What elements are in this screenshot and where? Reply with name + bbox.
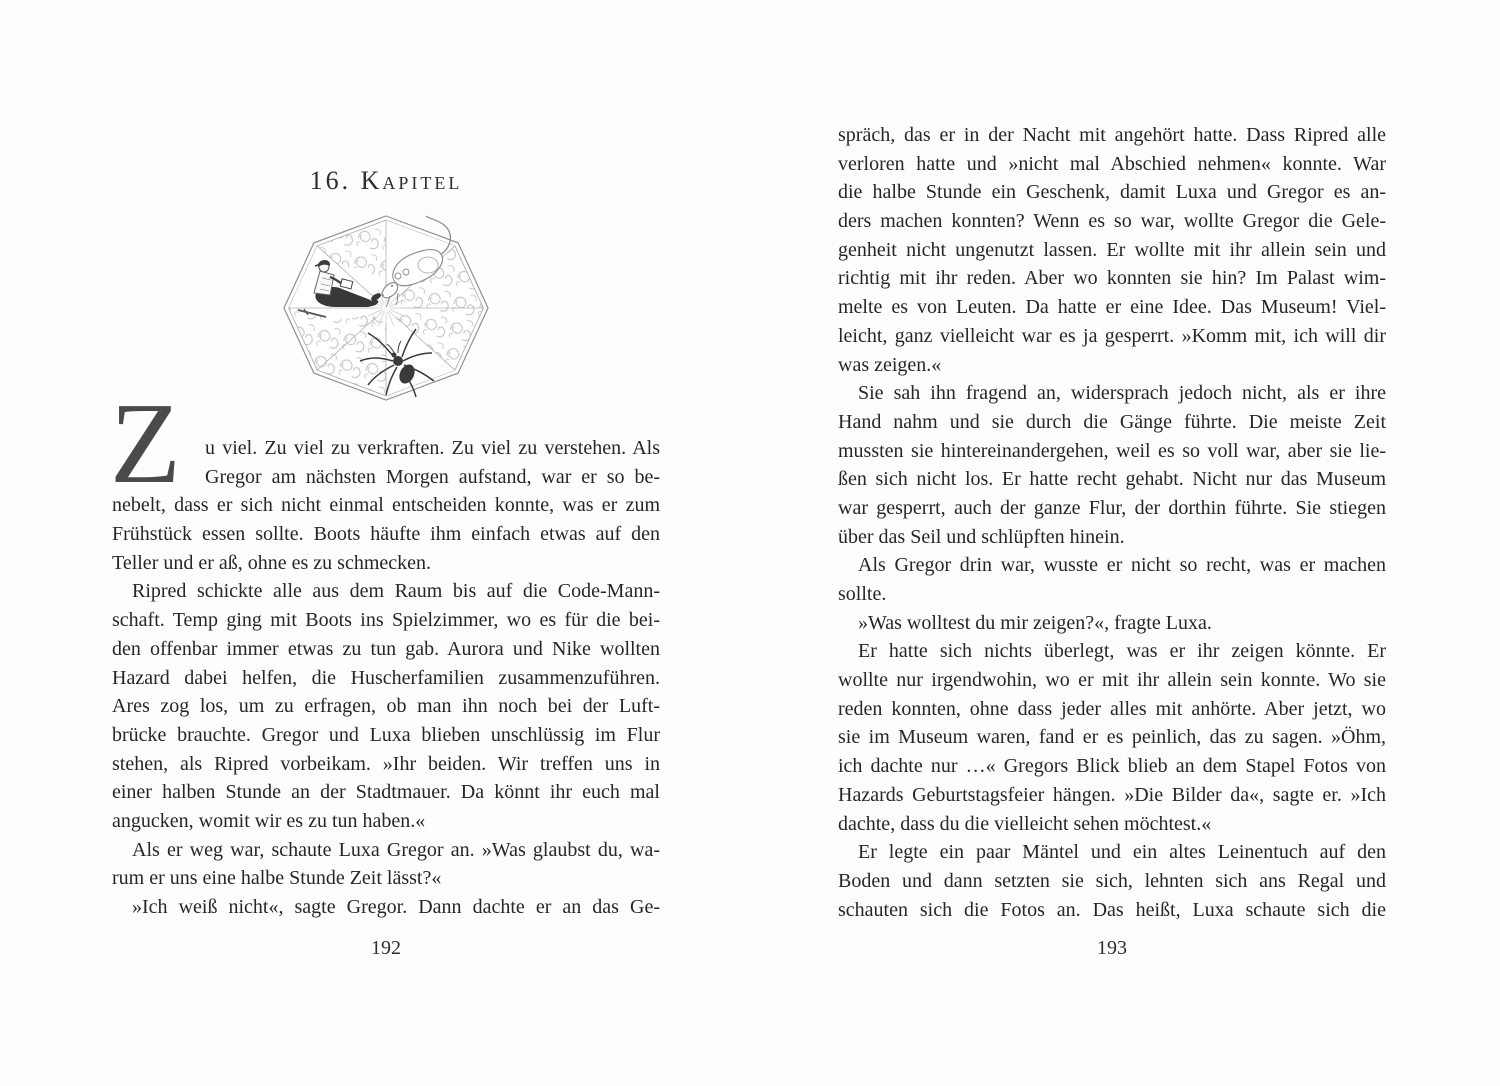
text-line: spräch, das er in der Nacht mit angehört hatte. Dass Ripred alle <box>838 124 1386 146</box>
text-line: Als Gregor drin war, wusste er nicht so recht, was er machen <box>858 554 1386 577</box>
text-line: rum er uns eine halbe Stunde Zeit lässt?« <box>112 867 442 890</box>
text-line: sollte. <box>838 583 887 605</box>
paragraph <box>838 551 1386 608</box>
text-line: Frühstück essen sollte. Boots häufte ihm einfach etwas auf den <box>112 523 660 546</box>
chapter-ornament-illustration <box>280 213 492 405</box>
text-line: melte es von Leuten. Da hatte er eine Idee. Das Museum! Viel- <box>838 296 1386 319</box>
text-line: stehen, als Ripred vorbeikam. »Ihr beiden. Wir treffen uns in <box>112 752 660 775</box>
text-line: »Ich weiß nicht«, sagte Gregor. Dann dachte er an das Ge- <box>132 896 660 918</box>
text-line: ßen sich nicht los. Er hatte recht gehabt. Nicht nur das Museum <box>838 468 1386 491</box>
paragraph <box>112 836 660 893</box>
text-line: richtig mit ihr reden. Aber wo konnten sie hin? Im Palast wim- <box>838 267 1386 290</box>
text-line: reden konnten, ohne dass jeder alles mit anhörte. Aber jetzt, wo <box>838 697 1386 720</box>
text-line: Boden und dann setzten sie sich, lehnten sich ans Regal und <box>838 869 1386 892</box>
left-page-paragraphs <box>112 434 660 922</box>
text-line: Als er weg war, schaute Luxa Gregor an. »Was glaubst du, wa- <box>132 838 660 861</box>
text-line: Gregor am nächsten Morgen aufstand, war er so be- <box>205 465 660 488</box>
text-line: was zeigen.« <box>838 353 942 376</box>
text-line: angucken, womit wir es zu tun haben.« <box>112 809 426 832</box>
chapter-heading: 16. Kapitel <box>309 166 463 195</box>
paragraph <box>838 121 1386 379</box>
text-line: war gesperrt, auch der ganze Flur, der dorthin führte. Sie stiegen <box>838 496 1386 519</box>
text-line: leicht, ganz vielleicht war es ja gesperrt. »Komm mit, ich will dir <box>838 324 1386 347</box>
text-line: mussten sie hintereinandergehen, weil es so voll war, aber sie lie- <box>838 439 1386 462</box>
text-line: die halbe Stunde ein Geschenk, damit Luxa und Gregor es an- <box>838 181 1386 204</box>
text-line: wollte nur irgendwohin, wo er mit ihr allein sein konnte. Wo sie <box>838 669 1386 692</box>
paragraph <box>112 577 660 835</box>
text-line: verloren hatte und »nicht mal Abschied nehmen« konnte. War <box>838 152 1386 175</box>
text-line: Hazards Geburtstagsfeier hängen. »Die Bilder da«, sagte er. »Ich <box>838 783 1386 806</box>
text-line: nebelt, dass er sich nicht einmal entscheiden konnte, was er zum <box>112 494 660 517</box>
text-line: dachte, dass du die vielleicht sehen möchtest.« <box>838 812 1212 835</box>
left-page <box>112 0 660 1086</box>
text-line: Teller und er aß, ohne es zu schmecken. <box>112 551 432 574</box>
text-line: Hazard dabei helfen, die Huscherfamilien zusammenzuführen. <box>112 666 660 689</box>
right-page-paragraphs <box>838 121 1386 924</box>
paragraph <box>838 379 1386 551</box>
left-page-body <box>110 380 660 922</box>
text-line: »Was wolltest du mir zeigen?«, fragte Luxa. <box>858 611 1212 634</box>
paragraph <box>112 893 660 922</box>
text-line: Ares zog los, um zu erfragen, ob man ihn noch bei der Luft- <box>112 695 660 718</box>
text-line: ders machen konnten? Wenn es so war, wollte Gregor die Gele- <box>838 210 1386 233</box>
text-line: u viel. Zu viel zu verkraften. Zu viel zu verstehen. Als <box>205 437 660 459</box>
text-line: brücke brauchte. Gregor und Luxa blieben unschlüssig im Flur <box>112 723 660 746</box>
text-line: Ripred schickte alle aus dem Raum bis auf die Code-Mann- <box>132 580 660 603</box>
text-line: Sie sah ihn fragend an, widersprach jedoch nicht, als er ihre <box>858 382 1386 405</box>
drop-cap: Z <box>110 380 181 508</box>
text-line: Hand nahm und sie durch die Gänge führte. Die meiste Zeit <box>838 410 1386 433</box>
text-line: über das Seil und schlüpften hinein. <box>838 525 1125 548</box>
right-page <box>838 0 1386 1086</box>
text-line: einer halben Stunde an der Stadtmauer. Da könnt ihr euch mal <box>112 781 660 804</box>
text-line: schaft. Temp ging mit Boots ins Spielzimmer, wo es für die bei- <box>112 609 660 632</box>
paragraph <box>112 434 660 577</box>
page-number-left: 192 <box>371 937 401 959</box>
page-number-right: 193 <box>1097 937 1127 959</box>
text-line: Er legte ein paar Mäntel und ein altes Leinentuch auf den <box>858 841 1386 864</box>
text-line: ich dachte nur …« Gregors Blick blieb an dem Stapel Fotos von <box>838 755 1386 778</box>
text-line: den offenbar immer etwas zu tun gab. Aurora und Nike wollten <box>112 637 660 660</box>
octagon-ornament-svg <box>280 213 492 405</box>
text-line: genheit nicht ungenutzt lassen. Er wollte mit ihr allein sein und <box>838 238 1386 261</box>
right-page-body <box>838 121 1386 924</box>
paragraph <box>838 609 1386 638</box>
paragraph <box>838 838 1386 924</box>
paragraph <box>838 637 1386 838</box>
text-line: Er hatte sich nichts überlegt, was er ihr zeigen könnte. Er <box>858 640 1386 663</box>
text-line: sie im Museum waren, fand er es peinlich, das zu sagen. »Öhm, <box>838 726 1386 749</box>
text-line: schauten sich die Fotos an. Das heißt, Luxa schaute sich die <box>838 898 1386 921</box>
